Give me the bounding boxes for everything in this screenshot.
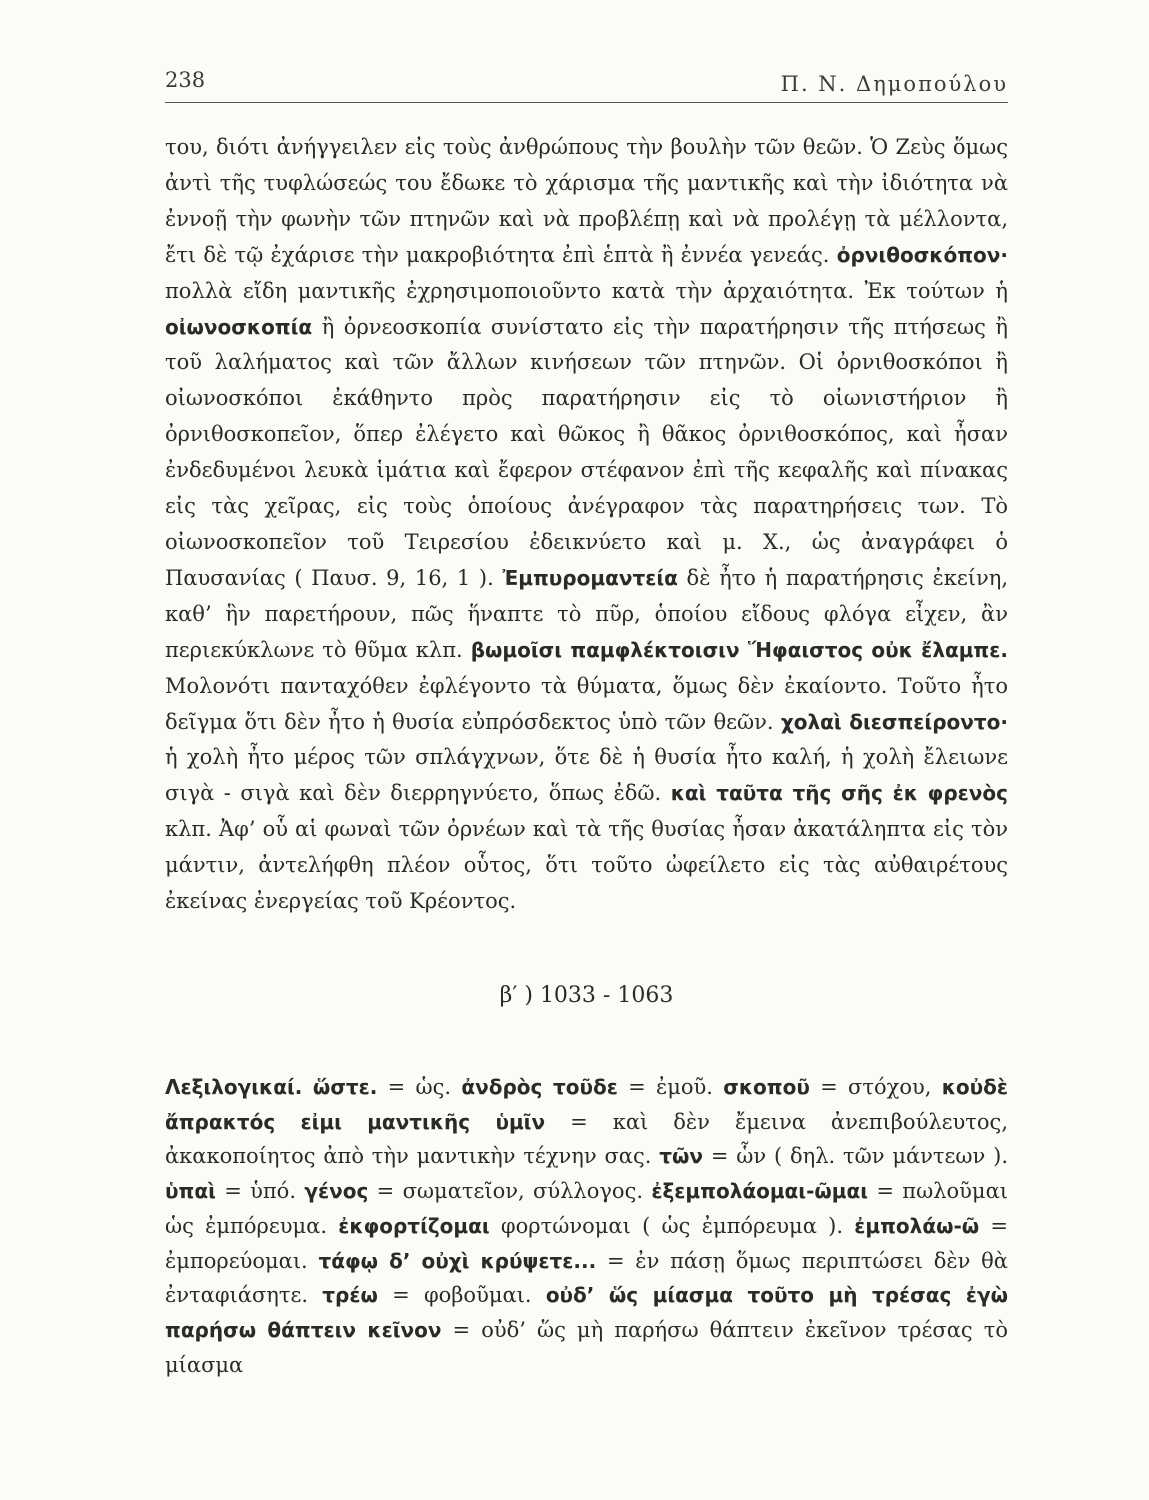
text-run: = φοβοῦμαι. [377,1283,546,1308]
text-run: φορτώνομαι ( ὡς ἐμπόρευμα ). [489,1213,855,1238]
lemma: Λεξιλογικαί. ὥστε. [165,1075,378,1099]
text-run: = πωλοῦμαι ὡς ἐμπόρευμα. [165,1179,1008,1238]
text-run: = ὑπό. [215,1179,305,1204]
text-run: = ἐν πάσῃ ὅμως περιπτώσει δὲν θὰ ἐνταφιάσητε. [165,1248,1008,1308]
lemma: τάφῳ δ’ οὐχὶ κρύψετε... [318,1248,597,1273]
lemma: οὐδ’ ὥς μίασμα τοῦτο μὴ τρέσας ἐγὼ παρήσω θάπτειν κεῖνον [165,1283,1009,1342]
text-run: κλπ. Ἀφ’ οὗ αἱ φωναὶ τῶν ὀρνέων καὶ τὰ τῆς θυσίας ἦσαν ἀκατάληπτα εἰς τὸν μάντιν, ἀντελήφθη πλέον οὗτος, ὅτι τοῦτο ὠφείλετο εἰς τὰς αὐθαιρέτους ἐκείνας ἐνεργείας τοῦ Κρέοντος. [165,817,1008,914]
text-run: Μολονότι πανταχόθεν ἐφλέγοντο τὰ θύματα, ὅμως δὲν ἐκαίοντο. Τοῦτο ἦτο δεῖγμα ὅτι δὲν ἦτο ἡ θυσία εὐπρόσδεκτος ὑπὸ τῶν θεῶν. [165,673,1008,734]
lemma: τῶν [659,1144,704,1169]
page-number: 238 [165,68,206,92]
lemma: κοὐδὲ ἄπρακτός εἰμι μαντικῆς ὑμῖν [165,1075,1009,1134]
text-run: ἢ ὀρνεοσκοπία συνίστατο εἰς τὴν παρατήρησιν τῆς πτήσεως ἢ τοῦ λαλήματος καὶ τῶν ἄλλων κινήσεων τῶν πτηνῶν. Οἱ ὀρνιθοσκόποι ἢ οἰωνοσκόποι ἐκάθηντο πρὸς παρατήρησιν εἰς τὸ οἰωνιστήριον ἢ ὀρνιθοσκοπεῖον, ὅπερ ἐλέγετο καὶ θῶκος ἢ θᾶκος ὀρνιθοσκόπος, καὶ ἦσαν ἐνδεδυμένοι λευκὰ ἱμάτια καὶ ἔφερον στέφανον ἐπὶ τῆς κεφαλῆς καὶ πίνακας εἰς τὰς χεῖρας, εἰς τοὺς ὁποίους ἀνέγραφον τὰς παρατηρήσεις των. Τὸ οἰωνοσκοπεῖον τοῦ Τειρεσίου ἐδεικνύετο καὶ μ. Χ., ὡς ἀναγράφει ὁ Παυσανίας ( Παυσ. 9, 16, 1 ). [165,314,1008,590]
section-heading: β′ ) 1033 - 1063 [499,983,674,1008]
text-run: = οὐδ’ ὥς μὴ παρήσω θάπτειν ἐκεῖνον τρέσας τὸ μίασμα [165,1317,1008,1377]
glossary-paragraph [165,1070,1008,1382]
commentary-paragraph [165,130,1008,920]
lemma: τρέω [322,1283,378,1308]
text-run: = ὡς. [377,1075,462,1099]
text-run: = καὶ δὲν ἔμεινα ἀνεπιβούλευτος, ἀκακοποίητος ἀπὸ τὴν μαντικὴν τέχνην σας. [165,1109,1008,1169]
lemma: ἀνδρὸς τοῦδε [461,1075,618,1099]
header-rule [165,102,1008,103]
lemma: Ἐμπυρομαντεία [502,565,678,590]
text-run: ἡ χολὴ ἦτο μέρος τῶν σπλάγχνων, ὅτε δὲ ἡ θυσία ἦτο καλή, ἡ χολὴ ἔλειωνε σιγὰ - σιγὰ καὶ δὲν διερρηγνύετο, ὅπως ἐδῶ. [165,745,1008,806]
text-run: = ὧν ( δηλ. τῶν μάντεων ). [703,1144,1008,1169]
page-header [165,62,1008,102]
text-run: = σωματεῖον, σύλλογος. [368,1179,652,1204]
lemma: καὶ ταῦτα τῆς σῆς ἐκ φρενὸς [670,781,1008,806]
text-run: = ἐμπορεύομαι. [165,1213,1008,1273]
lemma: ὑπαὶ [165,1179,216,1204]
running-title: Π. Ν. Δημοπούλου [780,72,1008,96]
lemma: γένος [304,1179,369,1204]
lemma: βωμοῖσι παμφλέκτοισιν Ἥφαιστος οὐκ ἔλαμπε. [470,637,1008,662]
lemma: ἐμπολάω-ῶ [854,1213,980,1238]
text-run: του, διότι ἀνήγγειλεν εἰς τοὺς ἀνθρώπους τὴν βουλὴν τῶν θεῶν. Ὁ Ζεὺς ὅμως ἀντὶ τῆς τυφλώσεώς του ἔδωκε τὸ χάρισμα τῆς μαντικῆς καὶ τὴν ἰδιότητα νὰ ἐννοῇ τὴν φωνὴν τῶν πτηνῶν καὶ νὰ προβλέπῃ καὶ νὰ προλέγῃ τὰ μέλλοντα, ἔτι δὲ τῷ ἐχάρισε τὴν μακροβιότητα ἐπὶ ἑπτὰ ἢ ἐννέα γενεάς. [165,135,1008,267]
text-run: = ἐμοῦ. [617,1075,724,1099]
text-run: πολλὰ εἴδη μαντικῆς ἐχρησιμοποιοῦντο κατὰ τὴν ἀρχαιότητα. Ἐκ τούτων ἡ [165,278,1008,303]
lemma: ὀρνιθοσκόπον· [836,242,1008,267]
text-run: = στόχου, [809,1075,942,1099]
lemma: χολαὶ διεσπείροντο· [780,709,1008,734]
lemma: ἐκφορτίζομαι [338,1213,490,1238]
lemma: σκοποῦ [723,1075,810,1099]
lemma: οἰωνοσκοπία [165,314,313,339]
text-run: δὲ ἦτο ἡ παρατήρησις ἐκείνη, καθ’ ἣν παρετήρουν, πῶς ἥναπτε τὸ πῦρ, ὁποίου εἴδους φλόγα εἶχεν, ἂν περιεκύκλωνε τὸ θῦμα κλπ. [165,565,1008,662]
lemma: ἐξεμπολάομαι-ῶμαι [651,1179,869,1204]
